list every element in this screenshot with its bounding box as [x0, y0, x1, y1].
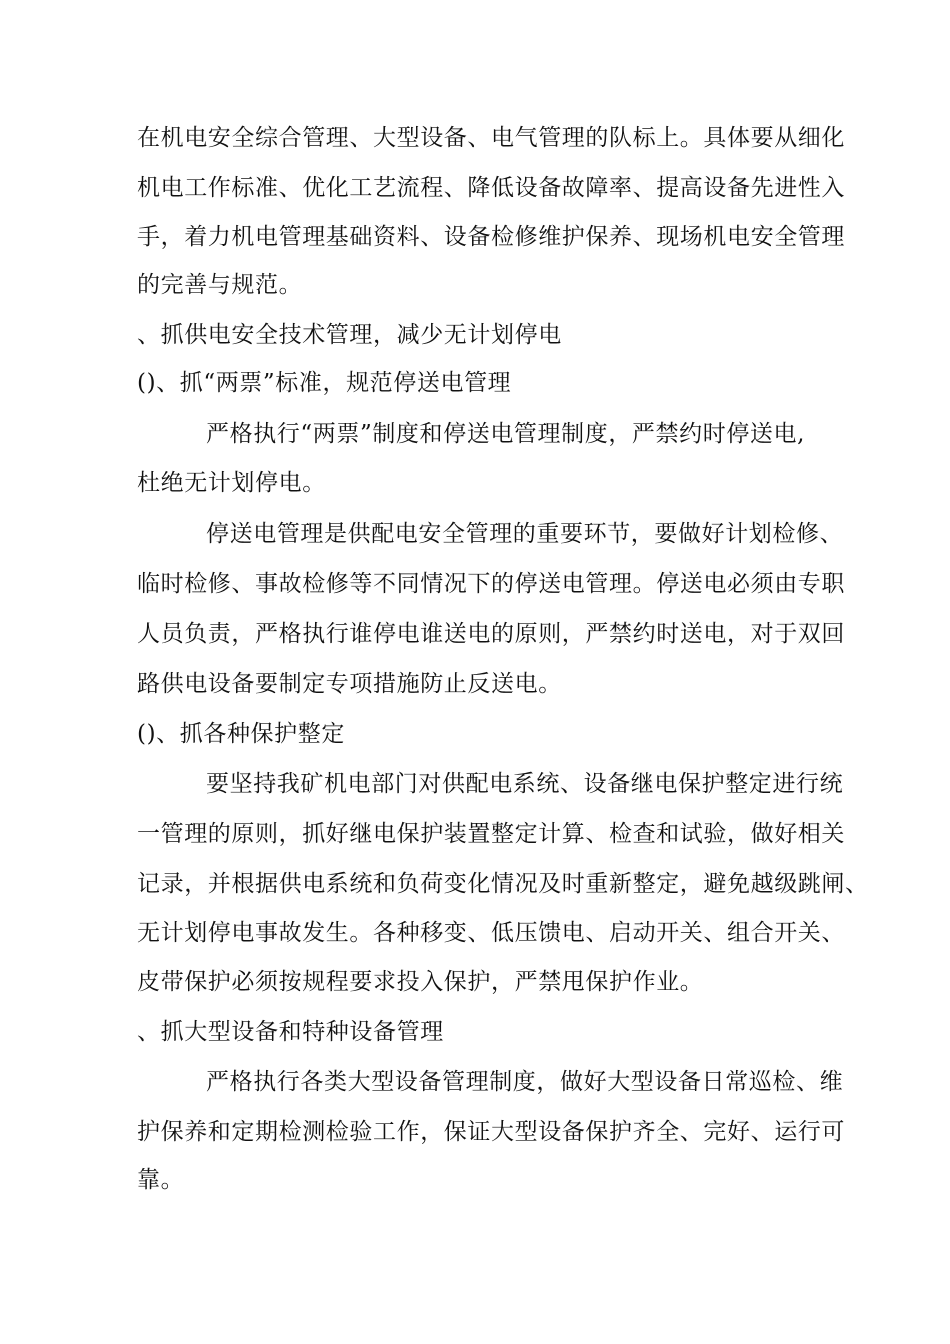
paragraph-line: 护保养和定期检测检验工作，保证大型设备保护齐全、完好、运行可 — [137, 1119, 845, 1145]
subsection-heading: ()、抓各种保护整定 — [137, 721, 345, 747]
paragraph-line: 靠。 — [137, 1167, 185, 1193]
paragraph-line: 记录，并根据供电系统和负荷变化情况及时重新整定，避免越级跳闸、 — [137, 871, 869, 897]
paragraph-line: 要坚持我矿机电部门对供配电系统、设备继电保护整定进行统 — [206, 771, 844, 797]
paragraph-line: 皮带保护必须按规程要求投入保护，严禁甩保护作业。 — [137, 969, 704, 995]
paragraph-line: 手，着力机电管理基础资料、设备检修维护保养、现场机电安全管理 — [137, 224, 845, 250]
paragraph-line: 路供电设备要制定专项措施防止反送电。 — [137, 671, 562, 697]
paragraph-line: 无计划停电事故发生。各种移变、低压馈电、启动开关、组合开关、 — [137, 920, 845, 946]
paragraph-line: 的完善与规范。 — [137, 272, 303, 298]
paragraph-line: 严格执行“两票”制度和停送电管理制度，严禁约时停送电, — [206, 421, 806, 447]
section-heading: 、抓供电安全技术管理，减少无计划停电 — [137, 322, 562, 348]
paragraph-line: 停送电管理是供配电安全管理的重要环节，要做好计划检修、 — [206, 521, 844, 547]
paragraph-line: 临时检修、事故检修等不同情况下的停送电管理。停送电必须由专职 — [137, 571, 845, 597]
subsection-heading: ()、抓“两票”标准，规范停送电管理 — [137, 370, 512, 396]
paragraph-line: 在机电安全综合管理、大型设备、电气管理的队标上。具体要从细化 — [137, 125, 845, 151]
paragraph-line: 机电工作标准、优化工艺流程、降低设备故障率、提高设备先进性入 — [137, 175, 845, 201]
paragraph-line: 人员负责，严格执行谁停电谁送电的原则，严禁约时送电，对于双回 — [137, 621, 845, 647]
paragraph-line: 严格执行各类大型设备管理制度，做好大型设备日常巡检、维 — [206, 1069, 844, 1095]
paragraph-line: 杜绝无计划停电。 — [137, 470, 326, 496]
paragraph-line: 一管理的原则，抓好继电保护装置整定计算、检查和试验，做好相关 — [137, 821, 845, 847]
section-heading: 、抓大型设备和特种设备管理 — [137, 1019, 444, 1045]
